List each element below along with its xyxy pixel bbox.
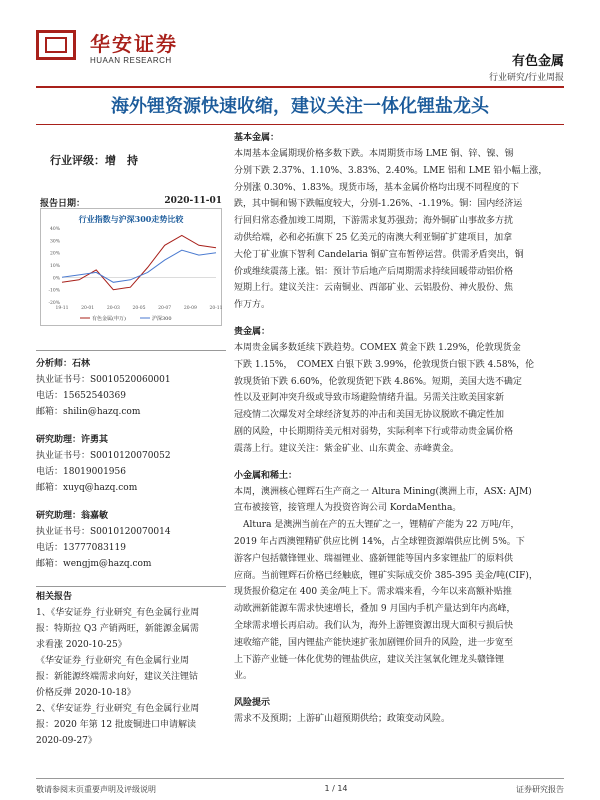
section-line: 动欧洲新能源车需求快速增长，叠加 9 月国内手机产量达到年内高峰， xyxy=(234,604,516,615)
section-line: 行回归常态叠加竣工周期，下游需求复苏强劲；海外铜矿山事故多方扰 xyxy=(234,216,514,227)
section-line: 业。 xyxy=(234,671,253,682)
x-tick-label: 20-11 xyxy=(209,306,222,311)
section-line: 2019 年占西澳锂精矿供应比例 14%，占全球锂资源端供应比例 5%。下 xyxy=(234,536,525,547)
series-line-0 xyxy=(62,235,216,289)
analyst-heading: 研究助理：许勇其 xyxy=(36,435,109,445)
related-report-line[interactable]: 2020-09-27》 xyxy=(36,736,97,746)
related-report-line[interactable]: 《华安证券_行业研究_有色金属行业周 xyxy=(36,656,190,666)
logo-mark xyxy=(36,30,76,60)
x-tick-label: 20-03 xyxy=(106,306,120,311)
section-line: 应商。当前锂辉石价格已经触底，锂矿实际成交价 385-395 美金/吨(CIF)， xyxy=(234,570,538,581)
section-line: 动供给端，必和必拓旗下 25 亿美元的南澳大利亚铜矿扩建项目，加拿 xyxy=(234,232,513,243)
related-report-line[interactable]: 价格反弹 2020-10-18》 xyxy=(36,688,136,698)
section-line: 宣布被接管，接管理人为投资咨询公司 KordaMentha。 xyxy=(234,503,462,514)
y-tick-label: 40% xyxy=(49,227,60,232)
divider xyxy=(36,350,226,351)
section-line: 价或维续震荡上涨。铝：预计节后地产后周期需求持续回暖带动铝价格 xyxy=(234,266,514,277)
section-line: 全球需求增长再启动。我们认为，海外上游锂资源出现大面积亏损后快 xyxy=(234,620,514,631)
related-reports-heading: 相关报告 xyxy=(36,586,226,605)
analyst-detail: 邮箱：shilin@hazq.com xyxy=(36,407,141,417)
section-line: 作万方。 xyxy=(234,300,271,311)
section-line: 本周，澳洲核心锂辉石生产商之一 Altura Mining(澳洲上市，ASX: AJM) xyxy=(234,486,532,497)
section-line: 震荡上行。建议关注：紫金矿业、山东黄金、赤峰黄金。 xyxy=(234,443,460,454)
y-tick-label: 0% xyxy=(52,276,60,282)
report-date: 报告日期： 2020-11-01 xyxy=(40,196,222,209)
chart-title: 行业指数与沪深300走势比较 xyxy=(78,214,184,224)
y-tick-label: 20% xyxy=(49,251,60,257)
analyst-heading: 分析师：石林 xyxy=(36,359,91,369)
section-heading: 贵金属： xyxy=(234,326,271,337)
y-tick-label: -20% xyxy=(48,301,60,306)
title-rule xyxy=(36,124,564,125)
section-line: 速收缩产能，国内锂盐产能快速扩张加剧锂价回升的风险，进一步宽至 xyxy=(234,637,514,648)
section-line: 冠疫情二次爆发对全球经济复苏的冲击和美国无协议脱欧不确定性加 xyxy=(234,410,505,421)
header-rule xyxy=(36,86,564,88)
y-tick-label: -10% xyxy=(48,288,60,294)
analyst-detail: 执业证书号：S0010120070052 xyxy=(36,451,171,461)
chart-svg xyxy=(40,224,222,324)
analyst-detail: 邮箱：wengjm@hazq.com xyxy=(36,559,152,569)
x-tick-label: 19-11 xyxy=(55,306,69,311)
section-line: 跌，其中铜和锡下跌幅度较大，分别-1.26%、-1.19%。铜：国内经济运 xyxy=(234,199,523,210)
analyst-detail: 执业证书号：S0010520060001 xyxy=(36,375,171,385)
section-line: 游客户包括赣锋锂业、瑞福锂业、盛新锂能等国内多家锂盐厂的原料供 xyxy=(234,553,514,564)
analyst-detail: 执业证书号：S0010120070014 xyxy=(36,527,171,537)
section-line: 短期上行。建议关注：云南铜业、西部矿业、云铝股份、神火股份、焦 xyxy=(234,283,514,294)
x-tick-label: 20-01 xyxy=(81,306,95,311)
report-body xyxy=(234,130,566,728)
footer xyxy=(36,784,564,795)
section-line: 敦现货铂下跌 6.60%，伦敦现货钯下跌 4.86%。短期，美国大选不确定 xyxy=(234,376,522,387)
analyst-heading: 研究助理：翁嘉敏 xyxy=(36,511,109,521)
legend-label: 沪深300 xyxy=(152,316,172,322)
section-line: Altura 是澳洲当前在产的五大锂矿之一，锂精矿产能为 22 万吨/年， xyxy=(234,520,520,531)
logo-subtext: HUAAN RESEARCH xyxy=(90,56,172,65)
section-line: 分别下跌 2.37%、1.10%、3.83%、2.40%。LME 铝和 LME 铅小幅上涨， xyxy=(234,165,548,176)
sector-label: 有色金属 xyxy=(511,54,564,69)
related-report-line[interactable]: 1、《华安证券_行业研究_有色金属行业周 xyxy=(36,608,200,618)
section-heading: 小金属和稀土： xyxy=(234,470,298,481)
section-line: 现货报价稳定在 400 美金/吨上下。需求端来看，今年以来高额补贴推 xyxy=(234,587,512,598)
legend-label: 有色金属(申万) xyxy=(92,316,126,322)
related-report-line[interactable]: 报：新能源终端需求向好，建议关注锂钴 xyxy=(36,672,199,682)
disclaimer-note: 敬请参阅末页重要声明及评级说明 xyxy=(36,785,156,794)
industry-rating: 行业评级：增 持 xyxy=(50,154,138,167)
section-line: 上下游产业链一体化优势的锂盐供应，建议关注氢氧化锂龙头赣锋锂 xyxy=(234,654,505,665)
section-line: 下跌 1.15%， COMEX 白银下跌 3.99%，伦敦现货白银下跌 4.58%，伦 xyxy=(234,359,535,370)
footer-label: 证券研究报告 xyxy=(516,785,564,794)
analyst-detail: 电话：15652540369 xyxy=(36,391,126,401)
logo-text: 华安证券 xyxy=(90,32,178,56)
related-report-line[interactable]: 求看涨 2020-10-25》 xyxy=(36,640,127,650)
section-line: 分别涨 0.30%、1.83%。现货市场，基本金属价格均出现不同程度的下 xyxy=(234,182,520,193)
section-heading: 风险提示 xyxy=(234,698,271,709)
section-line: 大伦丁矿业旗下智利 Candelaria 铜矿宣布暂停运营。供需矛盾突出，铜 xyxy=(234,249,524,260)
x-tick-label: 20-09 xyxy=(183,306,197,311)
section-line: 本周贵金属多数延续下跌趋势。COMEX 黄金下跌 1.29%，伦敦现货金 xyxy=(234,342,521,353)
section-line: 需求不及预期；上游矿山超预期供给；政策变动风险。 xyxy=(234,714,451,725)
report-type: 行业研究/行业周报 xyxy=(488,73,564,83)
related-report-line[interactable]: 2、《华安证券_行业研究_有色金属行业周 xyxy=(36,704,200,714)
related-report-line[interactable]: 报：2020 年第 12 批废铜进口申请解读 xyxy=(36,720,196,730)
analyst-detail: 电话：18019001956 xyxy=(36,467,126,477)
x-tick-label: 20-07 xyxy=(158,306,172,311)
section-line: 剧的风险，中长期期待美元相对弱势，实际利率下行或带动贵金属价格 xyxy=(234,426,514,437)
analyst-detail: 电话：13777083119 xyxy=(36,543,126,553)
analyst-detail: 邮箱：xuyq@hazq.com xyxy=(36,483,138,493)
analyst-list xyxy=(36,352,226,749)
x-tick-label: 20-05 xyxy=(132,306,146,311)
section-line: 性以及亚阿冲突升级或导致市场避险情绪升温。另需关注欧美国家新 xyxy=(234,393,505,404)
y-tick-label: 10% xyxy=(49,264,60,269)
related-report-line[interactable]: 报：特斯拉 Q3 产销两旺，新能源金属需 xyxy=(36,624,199,634)
page-title: 海外锂资源快速收缩，建议关注一体化锂盐龙头 xyxy=(111,96,489,117)
section-heading: 基本金属： xyxy=(234,133,280,143)
page-number: 1 / 14 xyxy=(324,784,348,793)
section-line: 本周基本金属期现价格多数下跌。本周期货市场 LME 铜、锌、镍、锡 xyxy=(234,149,514,159)
y-tick-label: 30% xyxy=(49,239,60,245)
footer-rule xyxy=(36,778,564,779)
